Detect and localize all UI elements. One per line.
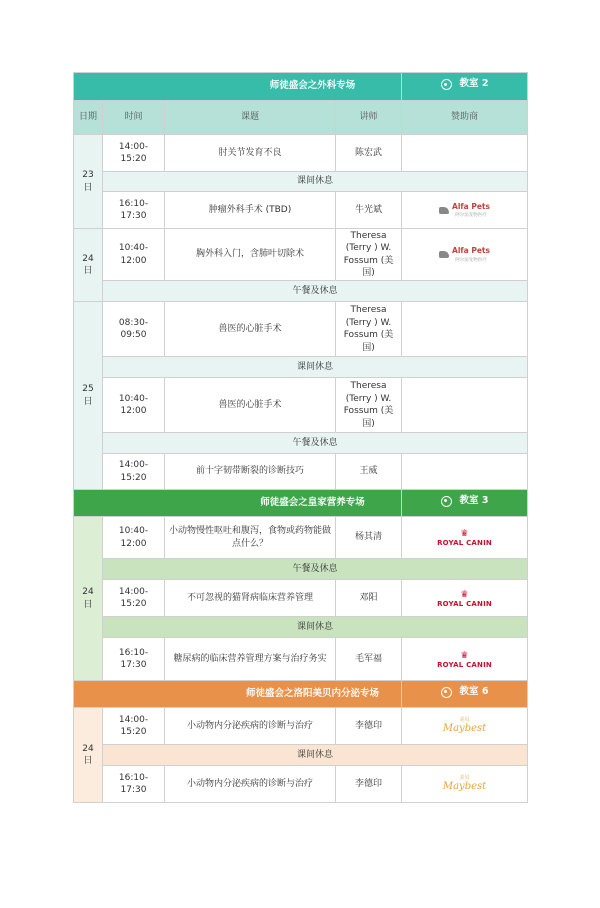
schedule-table [73,72,528,803]
location-pin-icon [441,687,452,698]
time-cell: 10:40-12:00 [103,229,165,281]
maybest-logo: 美贝 Maybest [442,716,487,734]
column-header-row [74,101,528,135]
lecturer-cell: 邓阳 [336,580,402,617]
col-header-time: 时间 [103,101,165,135]
room-label: 教室 2 [459,78,489,90]
crown-icon: ♛ [460,589,469,600]
break-row: 午餐及休息 [74,281,528,302]
sponsor-cell [402,580,528,617]
lecturer-cell: 李德印 [336,766,402,803]
location-pin-icon [441,496,452,507]
table-row [74,708,528,745]
time-cell: 14:00-15:20 [103,708,165,745]
table-row [74,229,528,281]
crown-icon: ♛ [460,529,469,539]
table-row [74,192,528,229]
date-cell: 24 日 [74,229,103,302]
time-cell: 16:10-17:30 [103,766,165,803]
time-cell: 10:40-12:00 [103,517,165,559]
topic-cell: 不可忽视的猫肾病临床营养管理 [165,580,336,617]
lecturer-cell: 陈宏武 [336,135,402,172]
maybest-logo: 美贝 Maybest [442,774,487,792]
section-title: 师徒盛会之皇家营养专场 [260,496,365,508]
col-header-lecturer: 讲师 [336,101,402,135]
break-row: 课间休息 [74,745,528,766]
col-header-sponsor: 赞助商 [402,101,528,135]
royal-canin-logo: ♛ ROYAL CANIN [437,650,492,669]
location-pin-icon [441,79,452,90]
time-cell: 14:00-15:20 [103,454,165,490]
lecturer-cell: Theresa (Terry ) W. Fossum (美国) [336,378,402,433]
sponsor-cell [402,302,528,357]
col-header-date: 日期 [74,101,103,135]
break-row: 课间休息 [74,357,528,378]
lecturer-cell: Theresa (Terry ) W. Fossum (美国) [336,302,402,357]
dog-icon [439,207,449,214]
room-label: 教室 3 [459,494,489,506]
lecturer-cell: 杨其清 [336,517,402,559]
section-header-nutrition [74,490,528,517]
table-row [74,638,528,681]
lecturer-cell: 毛军福 [336,638,402,681]
lecturer-cell: 李德印 [336,708,402,745]
time-cell: 16:10-17:30 [103,638,165,681]
table-row [74,517,528,559]
date-cell: 24 日 [74,517,103,681]
col-header-topic: 课题 [165,101,336,135]
sponsor-cell [402,454,528,490]
topic-cell: 小动物慢性呕吐和腹泻，食物或药物能做点什么？ [165,517,336,559]
topic-cell: 肿瘤外科手术 (TBD) [165,192,336,229]
crown-icon: ♛ [460,650,469,661]
date-cell: 25 日 [74,302,103,490]
topic-cell: 小动物内分泌疾病的诊断与治疗 [165,766,336,803]
time-cell: 14:00-15:20 [103,135,165,172]
section-header-endocrine [74,681,528,708]
topic-cell: 小动物内分泌疾病的诊断与治疗 [165,708,336,745]
break-row: 午餐及休息 [74,433,528,454]
royal-canin-logo: ♛ ROYAL CANIN [437,589,492,608]
table-row [74,454,528,490]
break-row: 课间休息 [74,617,528,638]
break-row: 午餐及休息 [74,559,528,580]
alfa-pets-logo: Alfa Pets 阿尔法宠物医疗 [439,201,490,220]
time-cell: 08:30-09:50 [103,302,165,357]
sponsor-cell [402,229,528,281]
topic-cell: 胸外科入门，含肺叶切除术 [165,229,336,281]
lecturer-cell: 王威 [336,454,402,490]
table-row [74,135,528,172]
dog-icon [439,251,449,258]
topic-cell: 兽医的心脏手术 [165,302,336,357]
lecturer-cell: Theresa (Terry ) W. Fossum (美国) [336,229,402,281]
topic-cell: 糖尿病的临床营养管理方案与治疗务实 [165,638,336,681]
sponsor-cell [402,517,528,559]
table-row [74,302,528,357]
topic-cell: 前十字韧带断裂的诊断技巧 [165,454,336,490]
sponsor-cell [402,378,528,433]
sponsor-cell [402,708,528,745]
topic-cell: 肘关节发育不良 [165,135,336,172]
room-label: 教室 6 [459,685,489,697]
table-row [74,378,528,433]
time-cell: 16:10-17:30 [103,192,165,229]
time-cell: 14:00-15:20 [103,580,165,617]
section-title: 师徒盛会之洛阳美贝内分泌专场 [246,687,380,699]
table-row [74,766,528,803]
date-cell: 23 日 [74,135,103,229]
sponsor-cell [402,135,528,172]
break-row: 课间休息 [74,172,528,192]
date-cell: 24 日 [74,708,103,803]
sponsor-cell [402,192,528,229]
section-title: 师徒盛会之外科专场 [269,80,356,92]
lecturer-cell: 牛光斌 [336,192,402,229]
section-header-surgery [74,73,528,101]
alfa-pets-logo: Alfa Pets 阿尔法宠物医疗 [439,245,490,264]
sponsor-cell [402,766,528,803]
royal-canin-logo: ♛ ROYAL CANIN [437,529,492,547]
topic-cell: 兽医的心脏手术 [165,378,336,433]
table-row [74,580,528,617]
sponsor-cell [402,638,528,681]
time-cell: 10:40-12:00 [103,378,165,433]
